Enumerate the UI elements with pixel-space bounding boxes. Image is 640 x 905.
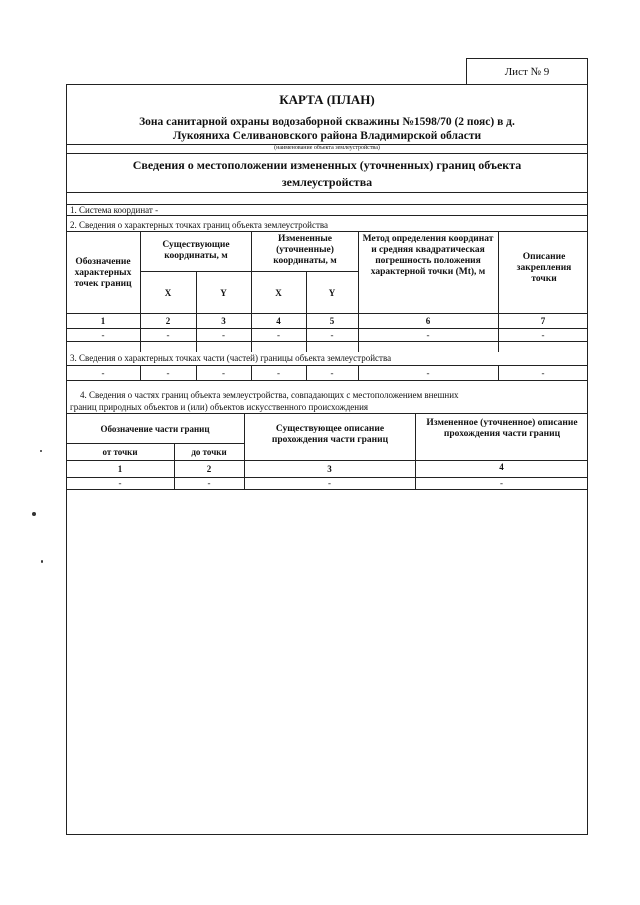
scan-speck — [41, 560, 43, 563]
table1-header-y1: Y — [220, 288, 227, 298]
section-4-title-line2: границ природных объектов и (или) объектов искусственного происхождения — [70, 402, 369, 412]
divider — [66, 365, 588, 366]
table2-colnum: 2 — [206, 464, 212, 474]
object-name-line1: Зона санитарной охраны водозаборной скважины №1598/70 (2 пояс) в д. — [139, 116, 515, 128]
s3-cell: - — [330, 368, 334, 378]
s3-cell: - — [541, 368, 545, 378]
table1-cell: - — [426, 330, 430, 340]
s3-cell: - — [101, 368, 105, 378]
table1-colnum: 7 — [540, 316, 546, 326]
table2-colnum: 3 — [327, 464, 332, 474]
table1-colnum: 2 — [165, 316, 171, 326]
table1-colnum: 3 — [221, 316, 226, 326]
section-2-title: 2. Сведения о характерных точках границ объекта землеустройства — [70, 220, 329, 230]
table1-cell: - — [330, 330, 334, 340]
table1-header-bottom — [66, 313, 588, 314]
table1-header-changed: Измененные (уточненные) координаты, м — [273, 234, 337, 266]
section-title-line2: землеустройства — [281, 175, 373, 189]
table1-cell: - — [277, 330, 280, 340]
table1-cell: - — [101, 330, 105, 340]
table2-cell: - — [500, 478, 503, 488]
divider — [66, 215, 588, 216]
divider — [66, 153, 588, 154]
section-4-title-line1: 4. Сведения о частях границ объекта землеустройства, совпадающих с местоположением внешних — [80, 390, 459, 400]
table1-header-existing: Существующие координаты, м — [162, 240, 230, 261]
s3-cell: - — [166, 368, 170, 378]
table1-header-description: Описание закрепления точки — [516, 252, 572, 284]
s3-cell: - — [277, 368, 280, 378]
map-title: КАРТА (ПЛАН) — [279, 92, 375, 107]
table1-header-y2: Y — [328, 288, 336, 298]
sheet-number-box — [466, 58, 588, 85]
table1-colnum: 4 — [276, 316, 281, 326]
table1-colnum: 6 — [425, 316, 431, 326]
table1-header-x1: X — [164, 288, 172, 298]
table1-cell: - — [541, 330, 545, 340]
table2-colnum: 1 — [117, 464, 123, 474]
s3-cell: - — [222, 368, 225, 378]
table1-num-row-bottom — [66, 328, 588, 329]
table2-colnum: 4 — [499, 462, 504, 472]
table2-header-changed: Измененное (уточненное) описание прохождения части границ — [426, 418, 578, 439]
table2-cell: - — [207, 478, 211, 488]
table1-header-point: Обозначение характерных точек границ — [74, 257, 132, 289]
table1-header-method: Метод определения координат и средняя квадратическая погрешность положения характерной точки (Mt), м — [362, 234, 494, 277]
sheet-label: Лист № 9 — [504, 66, 550, 78]
table2-header-part: Обозначение части границ — [100, 424, 210, 434]
table1-subheader-line — [140, 271, 358, 272]
object-caption: (наименование объекта землеустройства) — [274, 145, 380, 151]
table1-cell: - — [166, 330, 170, 340]
table1-cell: - — [222, 330, 225, 340]
table2-header-from: от точки — [102, 447, 138, 457]
table1-colnum: 1 — [100, 316, 106, 326]
table2-cell: - — [118, 478, 122, 488]
scan-speck — [40, 450, 42, 452]
table1-row-bottom — [66, 341, 588, 342]
divider — [66, 192, 588, 193]
coord-system-row: 1. Система координат - — [70, 205, 159, 215]
scan-speck — [32, 512, 36, 516]
table2-header-bottom — [66, 460, 588, 461]
table2-row-bottom — [66, 489, 588, 490]
table1-top — [66, 231, 588, 232]
object-name-line2: Лукояниха Селивановского района Владимирской области — [172, 130, 482, 142]
table2-header-to: до точки — [191, 447, 227, 457]
table2-top — [66, 413, 588, 414]
s3-cell: - — [426, 368, 430, 378]
divider — [66, 380, 588, 381]
table2-header-existing: Существующее описание прохождения части границ — [271, 424, 389, 445]
table1-colnum: 5 — [329, 316, 335, 326]
section-3-title: 3. Сведения о характерных точках части (частей) границы объекта землеустройства — [70, 353, 392, 363]
table2-cell: - — [328, 478, 331, 488]
section-title-line1: Сведения о местоположении измененных (уточненных) границ объекта — [132, 158, 522, 172]
table1-header-x2: X — [275, 288, 282, 298]
table2-subheader-line — [66, 443, 244, 444]
